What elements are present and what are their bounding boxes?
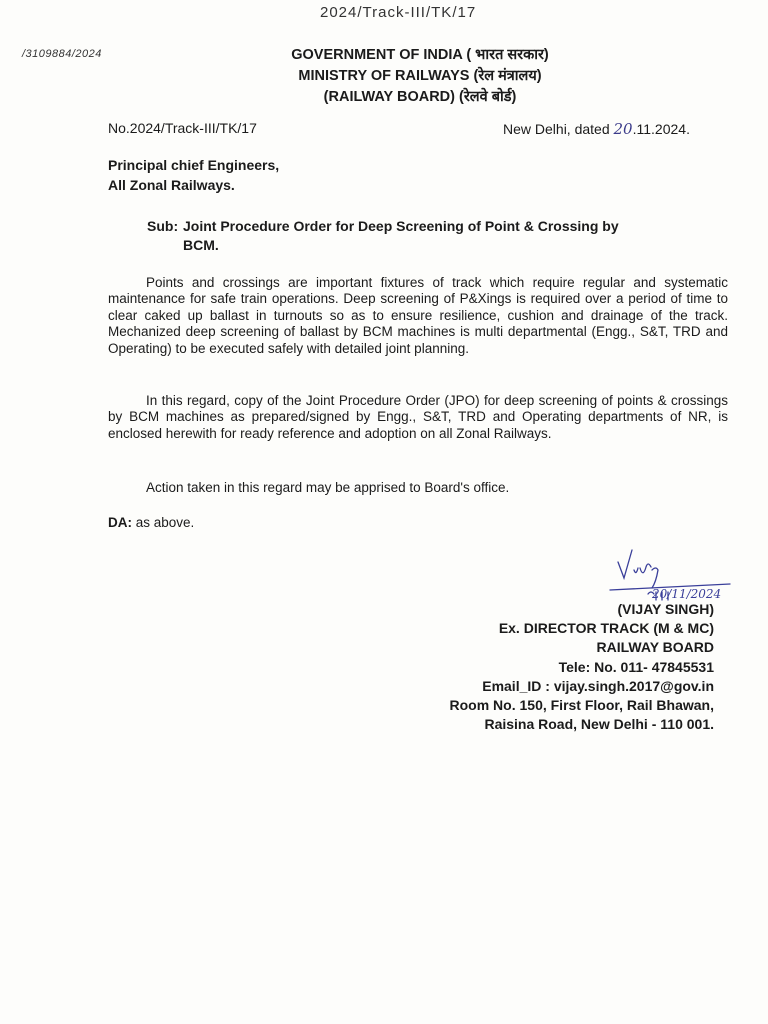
signatory-room: Room No. 150, First Floor, Rail Bhawan, (449, 697, 714, 714)
signatory-designation: Ex. DIRECTOR TRACK (M & MC) (498, 620, 714, 637)
side-file-reference: /3109884/2024 (22, 48, 102, 60)
letter-number: No.2024/Track-III/TK/17 (108, 120, 257, 136)
enclosure-note (108, 515, 194, 530)
signatory-email: Email_ID : vijay.singh.2017@gov.in (482, 677, 714, 694)
top-file-reference: 2024/Track-III/TK/17 (320, 4, 477, 21)
subject-text-line-2: BCM. (183, 237, 219, 253)
date-prefix: New Delhi, dated (503, 121, 614, 137)
subject-label: Sub: (147, 218, 179, 234)
handwritten-date: 20/11/2024 (652, 587, 722, 601)
paragraph-1-text: Points and crossings are important fixtures of track which require regular and systematic maintenance for safe train operations. Deep screening of P&Xings is required over a period of time to clear caked up ballast in turnouts so as to ensure resilience, cushion and drainage of the track. Mechanized deep screening of ballast by BCM machines is multi departmental (Engg., S&T, TRD and Operating) to be executed safely with detailed joint planning. (108, 275, 728, 356)
enclosure-text: as above. (132, 515, 195, 530)
signatory-address: Raisina Road, New Delhi - 110 001. (484, 716, 714, 733)
paragraph-2 (108, 393, 728, 442)
board-heading: (RAILWAY BOARD) (रेलवे बोर्ड) (323, 89, 517, 105)
signatory-name: (VIJAY SINGH) (617, 601, 714, 617)
date-rest: .11.2024. (632, 121, 690, 137)
paragraph-3 (108, 480, 728, 496)
letter-date (503, 120, 690, 138)
paragraph-1 (108, 275, 728, 357)
signatory-office: RAILWAY BOARD (596, 639, 714, 656)
paragraph-2-text: In this regard, copy of the Joint Procedure Order (JPO) for deep screening of points & crossings by BCM machines as prepared/signed by Engg., S&T, TRD and Operating departments of NR, is enclosed herewith for ready reference and adoption on all Zonal Railways. (108, 393, 728, 441)
date-day-handwritten: 20 (613, 120, 633, 138)
government-heading: GOVERNMENT OF INDIA ( भारत सरकार) (291, 47, 549, 63)
signatory-phone: Tele: No. 011- 47845531 (558, 658, 714, 675)
addressee-line-1: Principal chief Engineers, (108, 157, 280, 173)
handwritten-name: Vijay (644, 570, 647, 571)
addressee-line-2: All Zonal Railways. (108, 177, 235, 193)
subject-text-line-1: Joint Procedure Order for Deep Screening of Point & Crossing by (183, 218, 619, 234)
signature-block (450, 600, 715, 734)
ministry-heading: MINISTRY OF RAILWAYS (रेल मंत्रालय) (298, 68, 542, 84)
paragraph-3-text: Action taken in this regard may be apprised to Board's office. (146, 480, 510, 495)
enclosure-label: DA: (108, 515, 132, 530)
